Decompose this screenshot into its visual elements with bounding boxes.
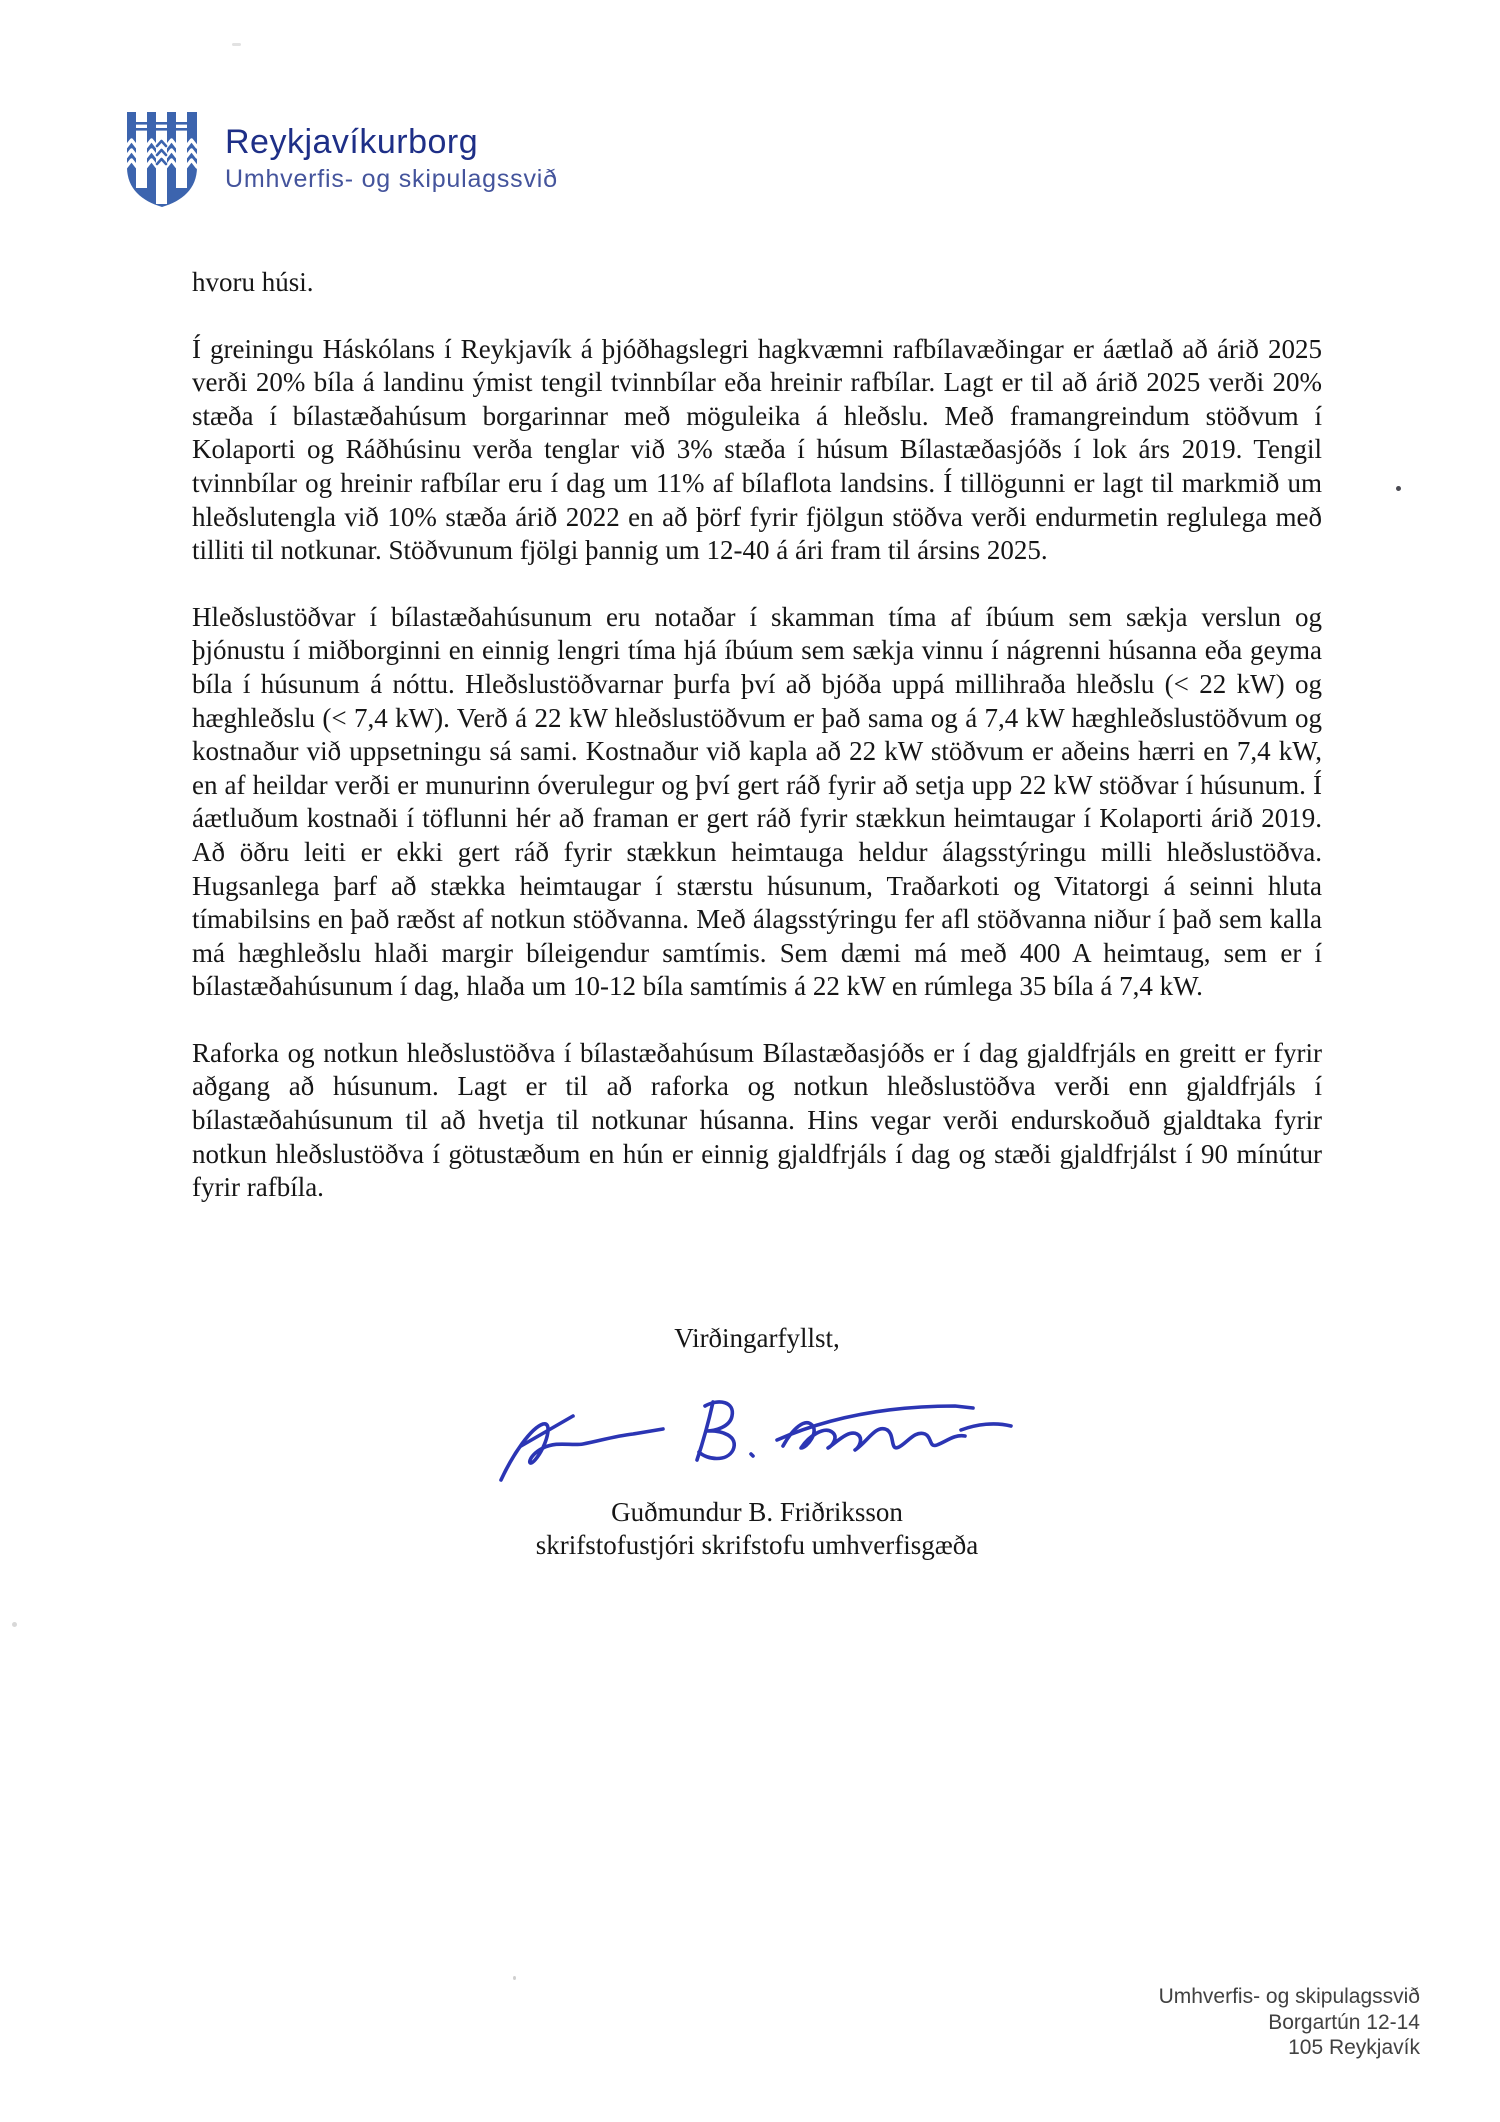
signer-title: skrifstofustjóri skrifstofu umhverfisgæða (535, 1530, 979, 1561)
footer-address (1159, 1984, 1420, 2061)
paragraph-fragment: hvoru húsi. (192, 267, 314, 297)
letter-body (192, 266, 1322, 1238)
signer-name: Guðmundur B. Friðriksson (611, 1496, 903, 1527)
letterhead-text (225, 108, 558, 194)
org-department: Umhverfis- og skipulagssvið (225, 165, 558, 193)
paragraph-1: Í greiningu Háskólans í Reykjavík á þjóðhagslegri hagkvæmni rafbílavæðingar er áætlað að árið 2025 verði 20% bíla á landinu ýmist tengil tvinnbílar eða hreinir rafbílar. Lagt er til að árið 2025 verði 20% stæða í bílastæðahúsum borgarinnar með möguleika á hleðslu. Með framangreindum stöðvum í Kolaporti og Ráðhúsinu verða tenglar við 3% stæða í húsum Bílastæðasjóðs í lok árs 2019. Tengil tvinnbílar og hreinir rafbílar eru í dag um 11% af bílaflota landsins. Í tillögunni er lagt til markmið um hleðslutengla við 10% stæða árið 2022 en að þörf fyrir fjölgun stöðva verði endurmetin reglulega með tilliti til notkunar. Stöðvunum fjölgi þannig um 12-40 á ári fram til ársins 2025. (192, 333, 1322, 566)
scan-speck (1396, 486, 1401, 491)
handwritten-signature-icon (487, 1384, 1027, 1494)
footer-line-city: 105 Reykjavík (1288, 2036, 1420, 2059)
footer-line-street: Borgartún 12-14 (1268, 2010, 1420, 2034)
scan-speck (513, 1976, 516, 1980)
footer-line-department: Umhverfis- og skipulagssvið (1158, 1985, 1420, 2008)
valediction: Virðingarfyllst, (674, 1323, 840, 1353)
paragraph-2: Hleðslustöðvar í bílastæðahúsunum eru notaðar í skamman tíma af íbúum sem sækja verslun og þjónustu í miðborginni en einnig lengri tíma hjá íbúum sem sækja vinnu í nágrenni húsanna eða geyma bíla í húsunum á nóttu. Hleðslustöðvarnar þurfa því að bjóða uppá millihraða hleðslu (< 22 kW) og hæghleðslu (< 7,4 kW). Verð á 22 kW hleðslustöðvum er það sama og á 7,4 kW hæghleðslustöðvum og kostnaður við uppsetningu sá sami. Kostnaður við kapla að 22 kW stöðvum er aðeins hærri en 7,4 kW, en af heildar verði er munurinn óverulegur og því gert ráð fyrir að setja upp 22 kW stöðvar í húsunum. Í áætluðum kostnaði í töflunni hér að framan er gert ráð fyrir stækkun heimtaugar í Kolaporti árið 2019. Að öðru leiti er ekki gert ráð fyrir stækkun heimtauga heldur álagsstýringu milli hleðslustöðva. Hugsanlega þarf að stækka heimtaugar í stærstu húsunum, Traðarkoti og Vitatorgi á seinni hluta tímabilsins en það ræðst af notkun stöðvanna. Með álagsstýringu fer afl stöðvanna niður í það sem kalla má hæghleðslu hlaði margir bíleigendur samtímis. Sem dæmi má með 400 A heimtaug, sem er í bílastæðahúsunum í dag, hlaða um 10-12 bíla samtímis á 22 kW en rúmlega 35 bíla á 7,4 kW. (192, 601, 1322, 1002)
org-name: Reykjavíkurborg (225, 123, 479, 161)
letterhead (123, 108, 558, 210)
paragraph-3: Raforka og notkun hleðslustöðva í bílastæðahúsum Bílastæðasjóðs er í dag gjaldfrjáls en greitt er fyrir aðgang að húsunum. Lagt er til að raforka og notkun hleðslustöðva verði enn gjaldfrjáls í bílastæðahúsunum til að hvetja til notkunar húsanna. Hins vegar verði endurskoðuð gjaldtaka fyrir notkun hleðslustöðva í götustæðum en hún er einnig gjaldfrjáls í dag og stæði gjaldfrjálst í 90 mínútur fyrir rafbíla. (192, 1037, 1322, 1203)
closing-block (192, 1322, 1322, 1563)
scan-speck (232, 43, 241, 46)
reykjavik-coat-of-arms-icon (123, 108, 201, 210)
scan-speck (12, 1622, 17, 1627)
